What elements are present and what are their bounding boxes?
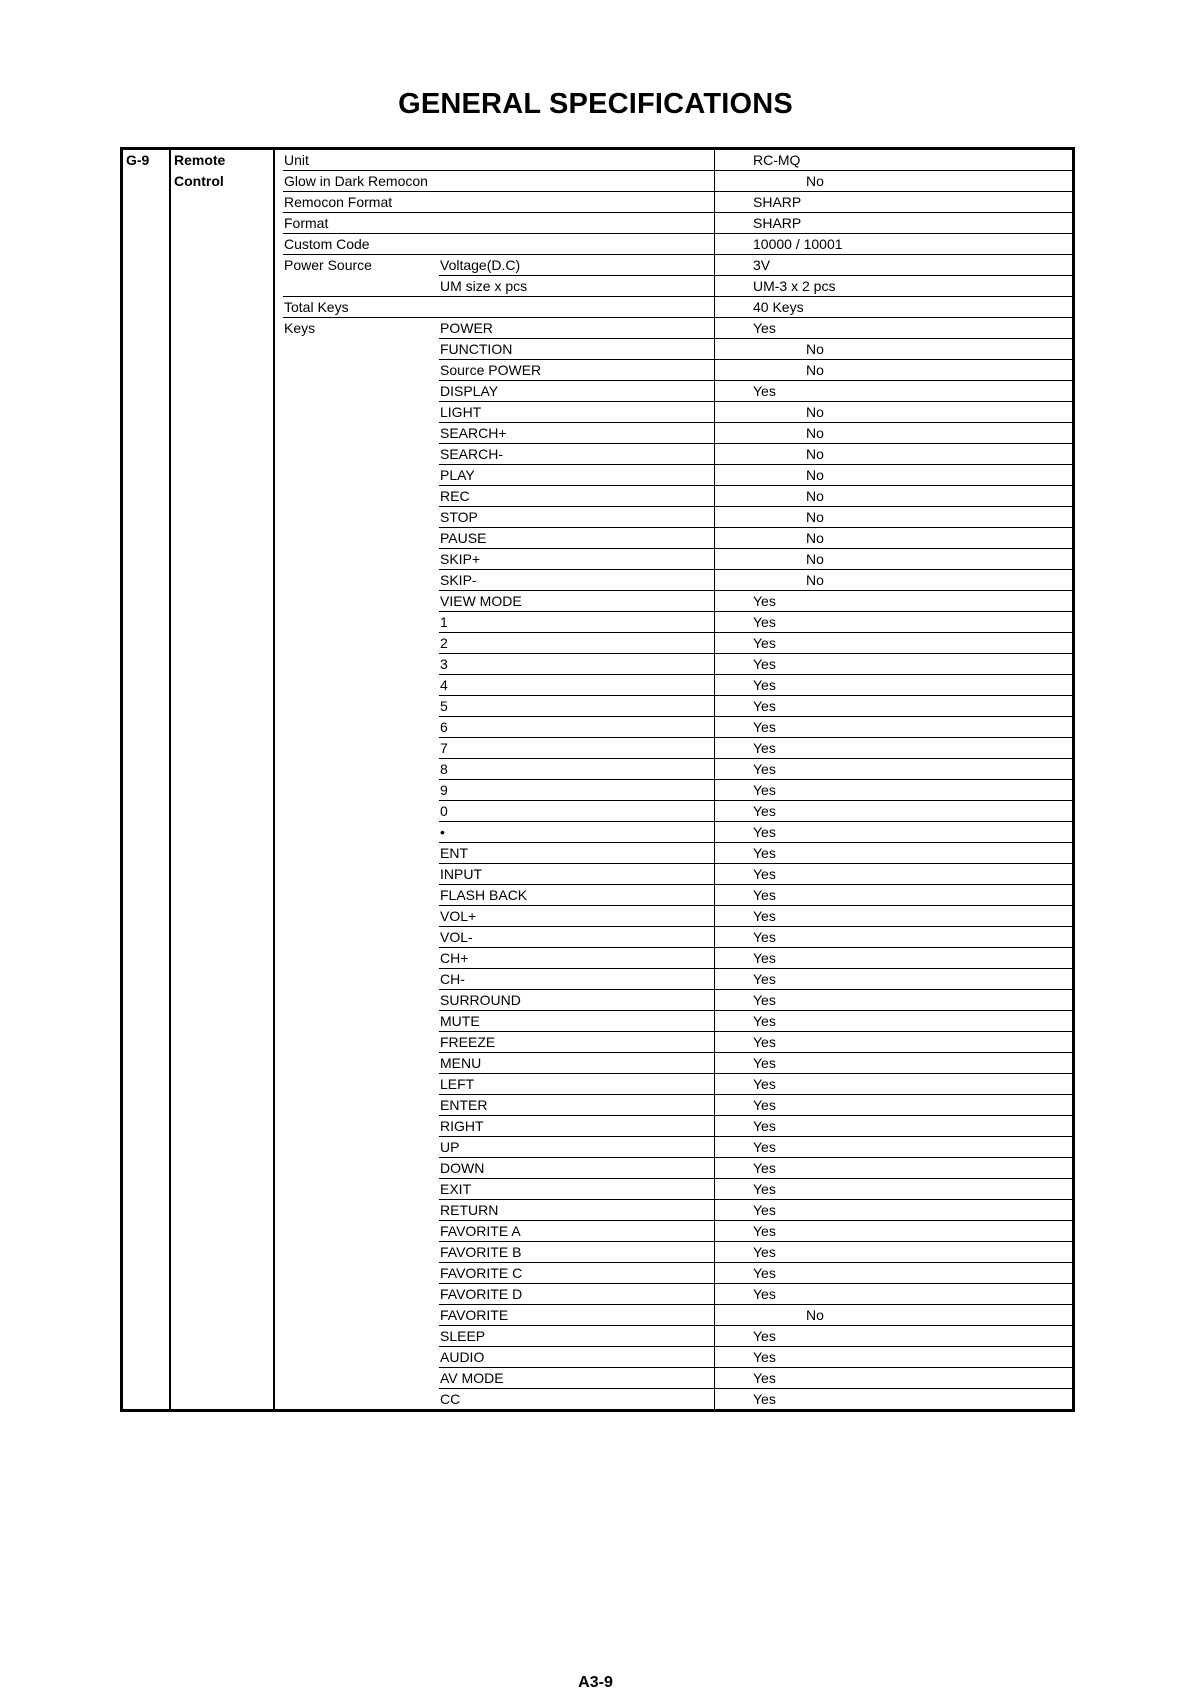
value-cell <box>714 1011 1075 1032</box>
spec-value: No <box>806 551 824 567</box>
spec-value: Yes <box>753 950 776 966</box>
spec-sub-label: VOL+ <box>440 908 477 924</box>
section-code: G-9 <box>126 152 150 168</box>
spec-sub-label: 5 <box>440 698 448 714</box>
spec-value: UM-3 x 2 pcs <box>753 278 836 294</box>
value-cell <box>714 864 1075 885</box>
spec-sub-label: 6 <box>440 719 448 735</box>
spec-value: No <box>806 362 824 378</box>
table-row <box>123 675 1075 696</box>
spec-label: Total Keys <box>284 299 349 315</box>
table-row <box>123 381 1075 402</box>
spec-value: Yes <box>753 1076 776 1092</box>
table-row <box>123 339 1075 360</box>
table-row <box>123 1032 1075 1053</box>
spec-value: Yes <box>753 1097 776 1113</box>
spec-sub-label: 1 <box>440 614 448 630</box>
table-row <box>123 1053 1075 1074</box>
spec-sub-label: PLAY <box>440 467 475 483</box>
value-cell <box>714 969 1075 990</box>
spec-label: Keys <box>284 320 316 336</box>
spec-sub-label: UM size x pcs <box>440 278 528 294</box>
table-row <box>123 171 1075 192</box>
spec-value: Yes <box>753 845 776 861</box>
spec-value: RC-MQ <box>753 152 801 168</box>
page-number: A3-9 <box>578 1674 613 1691</box>
value-cell <box>714 570 1075 591</box>
table-row <box>123 1011 1075 1032</box>
value-cell <box>714 192 1075 213</box>
spec-label: Glow in Dark Remocon <box>284 173 428 189</box>
spec-sub-label: FLASH BACK <box>440 887 528 903</box>
table-row <box>123 738 1075 759</box>
spec-value: Yes <box>753 908 776 924</box>
spec-sub-label: SEARCH+ <box>440 425 507 441</box>
spec-sub-label: REC <box>440 488 470 504</box>
value-cell <box>714 1221 1075 1242</box>
value-cell <box>714 675 1075 696</box>
page-title: GENERAL SPECIFICATIONS <box>398 88 793 120</box>
table-row <box>123 1389 1075 1410</box>
value-cell <box>714 1368 1075 1389</box>
value-cell <box>714 234 1075 255</box>
spec-value: SHARP <box>753 194 802 210</box>
spec-value: Yes <box>753 320 776 336</box>
spec-sub-label: ENTER <box>440 1097 488 1113</box>
spec-label: Power Source <box>284 257 372 273</box>
value-cell <box>714 1326 1075 1347</box>
spec-value: Yes <box>753 971 776 987</box>
value-cell <box>714 381 1075 402</box>
value-cell <box>714 654 1075 675</box>
table-row <box>123 885 1075 906</box>
spec-sub-label: CH+ <box>440 950 469 966</box>
spec-sub-label: POWER <box>440 320 493 336</box>
value-cell <box>714 402 1075 423</box>
spec-value: Yes <box>753 992 776 1008</box>
value-cell <box>714 1137 1075 1158</box>
spec-value: Yes <box>753 614 776 630</box>
spec-sub-label: 2 <box>440 635 448 651</box>
spec-value: Yes <box>753 866 776 882</box>
spec-value: Yes <box>753 1244 776 1260</box>
table-row <box>123 717 1075 738</box>
spec-value: Yes <box>753 824 776 840</box>
value-cell <box>714 612 1075 633</box>
value-cell <box>714 1242 1075 1263</box>
spec-value: Yes <box>753 677 776 693</box>
spec-sub-label: LEFT <box>440 1076 475 1092</box>
value-cell <box>714 591 1075 612</box>
table-row <box>123 1263 1075 1284</box>
value-cell <box>714 1032 1075 1053</box>
value-cell <box>714 990 1075 1011</box>
value-cell <box>714 360 1075 381</box>
spec-sub-label: FAVORITE <box>440 1307 509 1323</box>
value-cell <box>714 1347 1075 1368</box>
spec-sub-label: DISPLAY <box>440 383 499 399</box>
spec-sub-label: Voltage(D.C) <box>440 257 521 273</box>
spec-sub-label: CH- <box>440 971 465 987</box>
table-row <box>123 1347 1075 1368</box>
table-row <box>123 990 1075 1011</box>
spec-value: Yes <box>753 1013 776 1029</box>
value-cell <box>714 150 1075 171</box>
spec-value: Yes <box>753 782 776 798</box>
value-cell <box>714 906 1075 927</box>
spec-value: Yes <box>753 1160 776 1176</box>
spec-value: No <box>806 530 824 546</box>
spec-sub-label: VOL- <box>440 929 473 945</box>
value-cell <box>714 1053 1075 1074</box>
spec-value: Yes <box>753 1349 776 1365</box>
spec-value: Yes <box>753 1202 776 1218</box>
value-cell <box>714 1263 1075 1284</box>
value-cell <box>714 1158 1075 1179</box>
spec-sub-label: PAUSE <box>440 530 487 546</box>
spec-label: Format <box>284 215 329 231</box>
spec-value: Yes <box>753 383 776 399</box>
table-row <box>123 570 1075 591</box>
value-cell <box>714 801 1075 822</box>
spec-sub-label: FAVORITE A <box>440 1223 521 1239</box>
value-cell <box>714 318 1075 339</box>
table-row <box>123 759 1075 780</box>
table-row <box>123 297 1075 318</box>
spec-value: 40 Keys <box>753 299 804 315</box>
value-cell <box>714 885 1075 906</box>
spec-sub-label: AUDIO <box>440 1349 485 1365</box>
value-cell <box>714 213 1075 234</box>
spec-value: Yes <box>753 1391 776 1407</box>
spec-sub-label: SEARCH- <box>440 446 504 462</box>
spec-sub-label: ENT <box>440 845 468 861</box>
table-row <box>123 1116 1075 1137</box>
spec-value: No <box>806 488 824 504</box>
value-cell <box>714 1200 1075 1221</box>
spec-value: Yes <box>753 740 776 756</box>
value-cell <box>714 1389 1075 1410</box>
value-cell <box>714 444 1075 465</box>
table-row <box>123 612 1075 633</box>
spec-sub-label: Source POWER <box>440 362 542 378</box>
spec-value: No <box>806 425 824 441</box>
table-row <box>123 1179 1075 1200</box>
spec-value: SHARP <box>753 215 802 231</box>
value-cell <box>714 171 1075 192</box>
value-cell <box>714 738 1075 759</box>
value-cell <box>714 1074 1075 1095</box>
spec-label: Unit <box>284 152 309 168</box>
spec-value: No <box>806 404 824 420</box>
table-row <box>123 696 1075 717</box>
spec-value: No <box>806 509 824 525</box>
value-cell <box>714 465 1075 486</box>
table-row <box>123 822 1075 843</box>
table-row <box>123 549 1075 570</box>
spec-sub-label: 7 <box>440 740 448 756</box>
value-cell <box>714 717 1075 738</box>
table-row <box>123 423 1075 444</box>
table-row <box>123 255 1075 276</box>
value-cell <box>714 1305 1075 1326</box>
spec-value: Yes <box>753 1181 776 1197</box>
value-cell <box>714 759 1075 780</box>
spec-sub-label: FREEZE <box>440 1034 496 1050</box>
spec-sub-label: 3 <box>440 656 448 672</box>
spec-sub-label: 0 <box>440 803 448 819</box>
spec-value: Yes <box>753 1223 776 1239</box>
spec-value: Yes <box>753 887 776 903</box>
table-row <box>123 1242 1075 1263</box>
value-cell <box>714 255 1075 276</box>
table-row <box>123 444 1075 465</box>
table-row <box>123 276 1075 297</box>
spec-sub-label: RETURN <box>440 1202 499 1218</box>
value-cell <box>714 843 1075 864</box>
table-row <box>123 402 1075 423</box>
spec-sub-label: LIGHT <box>440 404 482 420</box>
table-row <box>123 1095 1075 1116</box>
spec-value: No <box>806 341 824 357</box>
table-row <box>123 948 1075 969</box>
table-row <box>123 486 1075 507</box>
table-row <box>123 1221 1075 1242</box>
table-row <box>123 969 1075 990</box>
spec-sub-label: DOWN <box>440 1160 485 1176</box>
table-row <box>123 360 1075 381</box>
spec-value: Yes <box>753 1034 776 1050</box>
spec-value: Yes <box>753 1328 776 1344</box>
value-cell <box>714 549 1075 570</box>
spec-value: No <box>806 1307 824 1323</box>
spec-value: Yes <box>753 929 776 945</box>
spec-label: Custom Code <box>284 236 370 252</box>
spec-table <box>120 147 1075 1412</box>
table-row <box>123 234 1075 255</box>
spec-sub-label: FAVORITE C <box>440 1265 523 1281</box>
spec-value: Yes <box>753 698 776 714</box>
spec-sub-label: CC <box>440 1391 461 1407</box>
section-name-line2: Control <box>174 173 224 189</box>
table-row <box>123 318 1075 339</box>
value-cell <box>714 822 1075 843</box>
value-cell <box>714 696 1075 717</box>
spec-value: No <box>806 467 824 483</box>
value-cell <box>714 528 1075 549</box>
table-row <box>123 801 1075 822</box>
table-row <box>123 150 1075 171</box>
value-cell <box>714 633 1075 654</box>
table-row <box>123 1326 1075 1347</box>
spec-value: Yes <box>753 1286 776 1302</box>
table-row <box>123 528 1075 549</box>
value-cell <box>714 1179 1075 1200</box>
value-cell <box>714 423 1075 444</box>
value-cell <box>714 276 1075 297</box>
spec-value: Yes <box>753 1265 776 1281</box>
value-cell <box>714 927 1075 948</box>
spec-sub-label: MENU <box>440 1055 482 1071</box>
table-row <box>123 1284 1075 1305</box>
table-row <box>123 1074 1075 1095</box>
spec-sub-label: FAVORITE B <box>440 1244 522 1260</box>
spec-sub-label: FAVORITE D <box>440 1286 523 1302</box>
spec-value: Yes <box>753 1139 776 1155</box>
spec-value: No <box>806 173 824 189</box>
table-row <box>123 465 1075 486</box>
spec-label: Remocon Format <box>284 194 393 210</box>
spec-sub-label: AV MODE <box>440 1370 504 1386</box>
table-row <box>123 864 1075 885</box>
spec-sub-label: FUNCTION <box>440 341 513 357</box>
value-cell <box>714 780 1075 801</box>
spec-value: No <box>806 446 824 462</box>
value-cell <box>714 1116 1075 1137</box>
spec-sub-label: SLEEP <box>440 1328 486 1344</box>
spec-value: Yes <box>753 656 776 672</box>
spec-sub-label: VIEW MODE <box>440 593 522 609</box>
spec-sub-label: 4 <box>440 677 448 693</box>
spec-sub-label: SURROUND <box>440 992 521 1008</box>
spec-sub-label: 8 <box>440 761 448 777</box>
spec-sub-label: SKIP- <box>440 572 477 588</box>
spec-sub-label: RIGHT <box>440 1118 484 1134</box>
spec-value: Yes <box>753 803 776 819</box>
spec-value: Yes <box>753 1370 776 1386</box>
value-cell <box>714 507 1075 528</box>
table-row <box>123 1158 1075 1179</box>
table-row <box>123 1368 1075 1389</box>
spec-sub-label: • <box>440 824 445 840</box>
spec-sub-label: MUTE <box>440 1013 480 1029</box>
spec-value: 10000 / 10001 <box>753 236 843 252</box>
table-row <box>123 591 1075 612</box>
spec-sub-label: 9 <box>440 782 448 798</box>
spec-value: Yes <box>753 635 776 651</box>
table-row <box>123 192 1075 213</box>
value-cell <box>714 948 1075 969</box>
table-row <box>123 927 1075 948</box>
table-row <box>123 654 1075 675</box>
spec-value: 3V <box>753 257 771 273</box>
value-cell <box>714 486 1075 507</box>
value-cell <box>714 297 1075 318</box>
table-row <box>123 507 1075 528</box>
value-cell <box>714 1284 1075 1305</box>
table-row <box>123 1137 1075 1158</box>
table-row <box>123 906 1075 927</box>
value-cell <box>714 339 1075 360</box>
value-cell <box>714 1095 1075 1116</box>
spec-value: No <box>806 572 824 588</box>
section-name: Remote <box>174 152 226 168</box>
table-row <box>123 633 1075 654</box>
table-row <box>123 843 1075 864</box>
spec-value: Yes <box>753 1055 776 1071</box>
table-row <box>123 1200 1075 1221</box>
table-row <box>123 213 1075 234</box>
spec-value: Yes <box>753 761 776 777</box>
spec-value: Yes <box>753 719 776 735</box>
spec-value: Yes <box>753 593 776 609</box>
spec-sub-label: INPUT <box>440 866 482 882</box>
spec-value: Yes <box>753 1118 776 1134</box>
spec-sub-label: EXIT <box>440 1181 472 1197</box>
table-row <box>123 780 1075 801</box>
spec-sub-label: UP <box>440 1139 460 1155</box>
spec-sub-label: SKIP+ <box>440 551 481 567</box>
spec-sub-label: STOP <box>440 509 478 525</box>
table-row <box>123 1305 1075 1326</box>
